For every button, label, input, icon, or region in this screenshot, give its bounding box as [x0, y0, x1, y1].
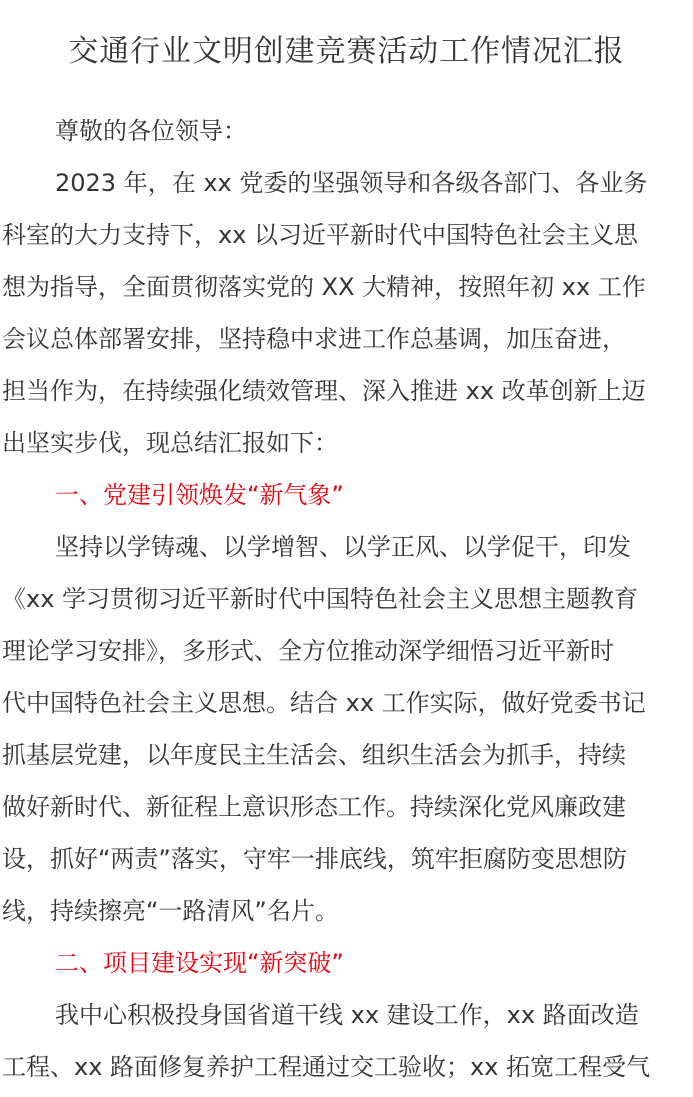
- section1-line: 做好新时代、新征程上意识形态工作。持续深化党风廉政建: [2, 793, 626, 821]
- section1-line: 坚持以学铸魂、以学增智、以学正风、以学促干，印发: [55, 533, 631, 561]
- document-title: 交通行业文明创建竞赛活动工作情况汇报: [68, 34, 625, 69]
- section1-line: 线，持续擦亮“一路清风”名片。: [2, 897, 339, 925]
- salutation: 尊敬的各位领导：: [55, 117, 247, 145]
- section1-line: 设，抓好“两责”落实，守牢一排底线，筑牢拒腐防变思想防: [2, 845, 627, 873]
- section2-line: 工程、xx 路面修复养护工程通过交工验收；xx 拓宽工程受气: [2, 1053, 651, 1081]
- intro-line: 会议总体部署安排，坚持稳中求进工作总基调，加压奋进，: [2, 325, 626, 353]
- intro-line: 想为指导，全面贯彻落实党的 XX 大精神，按照年初 xx 工作: [2, 273, 646, 301]
- intro-line: 2023 年，在 xx 党委的坚强领导和各级各部门、各业务: [55, 169, 648, 197]
- section-heading-project-construction: 二、项目建设实现“新突破”: [55, 949, 344, 977]
- section1-line: 理论学习安排》，多形式、全方位推动深学细悟习近平新时: [2, 637, 614, 665]
- section1-line: 抓基层党建，以年度民主生活会、组织生活会为抓手，持续: [2, 741, 626, 769]
- intro-line: 出坚实步伐，现总结汇报如下：: [2, 429, 338, 457]
- section1-line: 代中国特色社会主义思想。结合 xx 工作实际，做好党委书记: [2, 689, 646, 717]
- intro-line: 担当作为，在持续强化绩效管理、深入推进 xx 改革创新上迈: [2, 377, 646, 405]
- section1-line: 《xx 学习贯彻习近平新时代中国特色社会主义思想主题教育: [2, 585, 639, 613]
- section2-line: 我中心积极投身国省道干线 xx 建设工作，xx 路面改造: [55, 1001, 639, 1029]
- section-heading-party-building: 一、党建引领焕发“新气象”: [55, 481, 344, 509]
- intro-line: 科室的大力支持下，xx 以习近平新时代中国特色社会主义思: [2, 221, 639, 249]
